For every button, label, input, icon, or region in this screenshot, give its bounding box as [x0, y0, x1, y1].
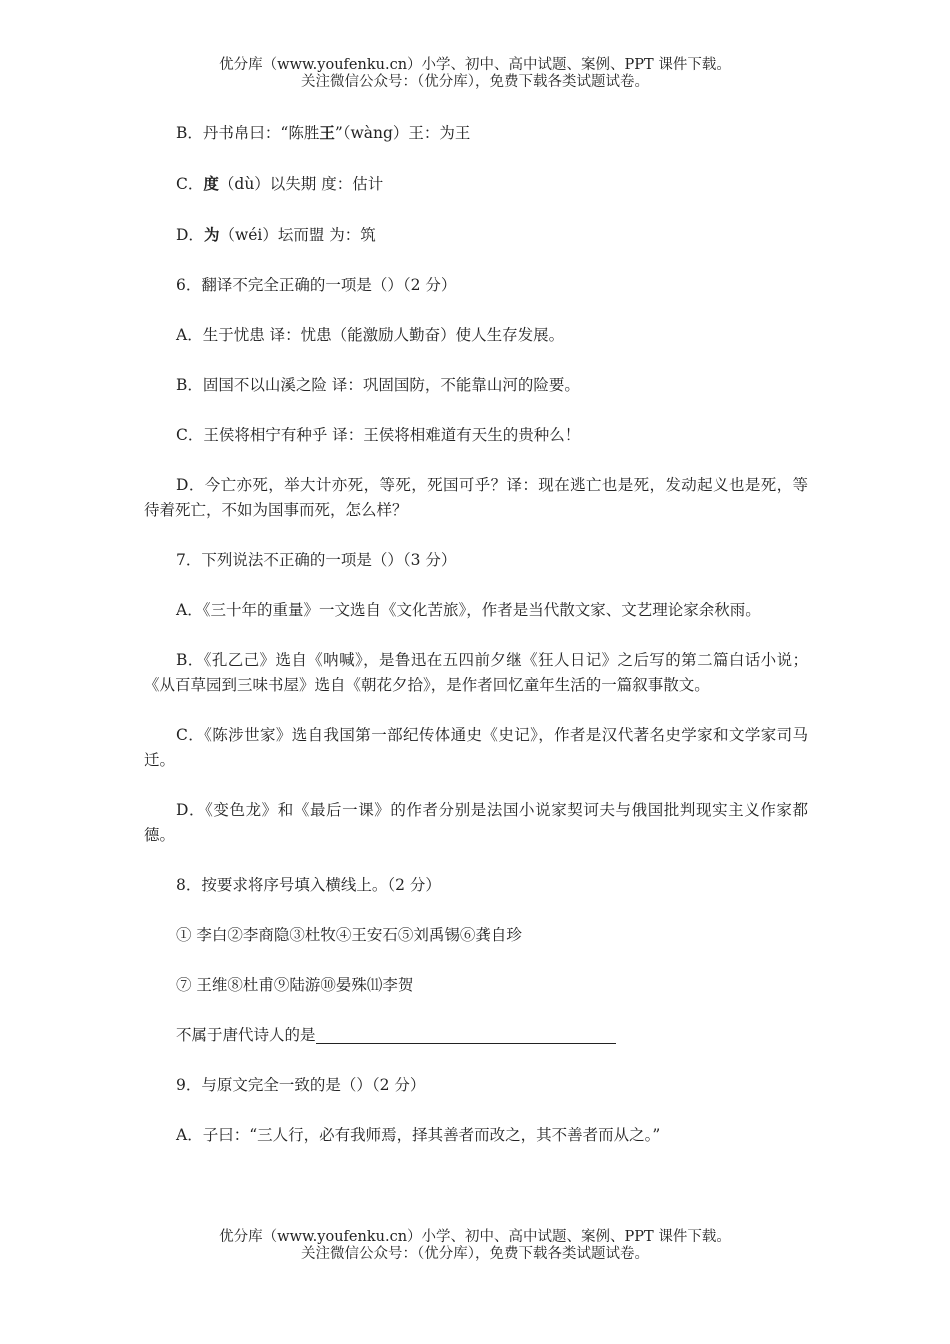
header-line-2: 关注微信公众号：（优分库），免费下载各类试题试卷。 [301, 74, 649, 90]
document-body [144, 120, 808, 1173]
footer-line-1: 优分库（www.youfenku.cn）小学、初中、高中试题、案例、PPT 课件下载。 [219, 1229, 731, 1245]
page-header [0, 57, 950, 91]
q5-option-b: B．丹书帛曰：“陈胜王”（wàng）王：为王 [176, 123, 471, 142]
q7-stem: 7．下列说法不正确的一项是（）（3 分） [176, 551, 457, 569]
page-footer [0, 1229, 950, 1263]
q7-option-c: C．《陈涉世家》选自我国第一部纪传体通史《史记》，作者是汉代著名史学家和文学家司马迁。 [144, 726, 808, 769]
q8-answer-line: 不属于唐代诗人的是 [144, 1023, 808, 1048]
q7-option-d: D．《变色龙》和《最后一课》的作者分别是法国小说家契诃夫与俄国批判现实主义作家都德。 [144, 801, 808, 844]
answer-blank[interactable] [316, 1025, 616, 1044]
q8-poet-list-2: ⑦ 王维⑧杜甫⑨陆游⑩晏殊⑾李贺 [176, 976, 414, 994]
q6-stem: 6．翻译不完全正确的一项是（）（2 分） [176, 276, 457, 294]
q7-option-a: A．《三十年的重量》一文选自《文化苦旅》，作者是当代散文家、文艺理论家余秋雨。 [176, 601, 761, 619]
q9-stem: 9．与原文完全一致的是（）（2 分） [176, 1076, 426, 1094]
q8-stem: 8．按要求将序号填入横线上。（2 分） [176, 876, 441, 894]
q6-option-b: B．固国不以山溪之险 译：巩固国防，不能靠山河的险要。 [176, 376, 580, 394]
q8-poet-list-1: ① 李白②李商隐③杜牧④王安石⑤刘禹锡⑥龚自珍 [176, 926, 522, 944]
header-line-1: 优分库（www.youfenku.cn）小学、初中、高中试题、案例、PPT 课件下载。 [219, 57, 731, 73]
q6-option-c: C．王侯将相宁有种乎 译：王侯将相难道有天生的贵种么！ [176, 426, 581, 444]
q9-option-a: A．子曰：“三人行，必有我师焉，择其善者而改之，其不善者而从之。” [176, 1126, 661, 1144]
q6-option-a: A．生于忧患 译：忧患（能激励人勤奋）使人生存发展。 [176, 326, 565, 344]
q5-option-c: C．度（dù）以失期 度：估计 [176, 174, 384, 193]
footer-line-2: 关注微信公众号：（优分库），免费下载各类试题试卷。 [301, 1246, 649, 1262]
q7-option-b: B．《孔乙己》选自《呐喊》，是鲁迅在五四前夕继《狂人日记》之后写的第二篇白话小说；《从百草园到三味书屋》选自《朝花夕拾》，是作者回忆童年生活的一篇叙事散文。 [144, 651, 808, 694]
q6-option-d: D．今亡亦死，举大计亦死，等死，死国可乎？译：现在逃亡也是死，发动起义也是死，等待着死亡，不如为国事而死，怎么样？ [144, 476, 808, 519]
q5-option-d: D．为（wéi）坛而盟 为：筑 [176, 225, 376, 244]
